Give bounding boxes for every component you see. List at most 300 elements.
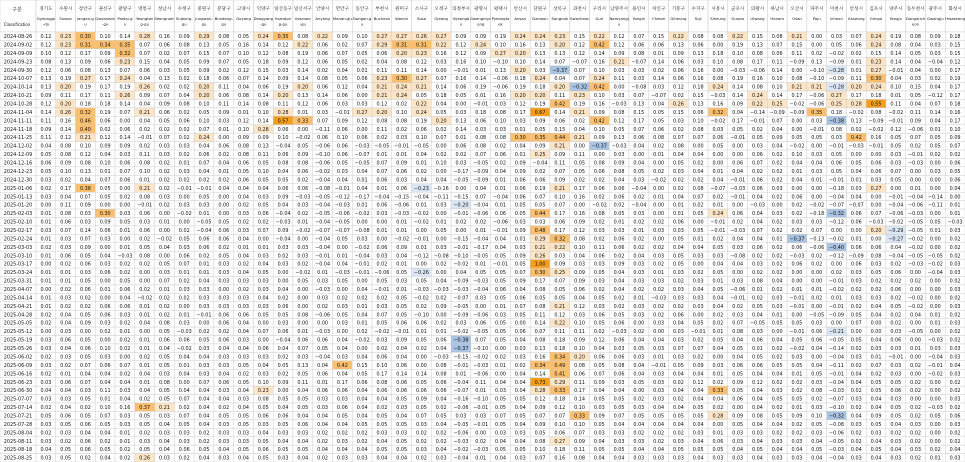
heatmap-value-label: 0.14 xyxy=(257,76,269,83)
heatmap-value-label: 0.03 xyxy=(514,346,526,353)
heatmap-value-label: 0.05 xyxy=(257,312,269,319)
heatmap-value-label: 0.03 xyxy=(218,354,230,361)
heatmap-value-label: 0.03 xyxy=(277,320,289,327)
heatmap-value-label: 0.03 xyxy=(752,261,763,268)
heatmap-value-label: 0.16 xyxy=(593,59,605,66)
heatmap-value-label: 0.00 xyxy=(218,194,230,201)
column-header-en: Anyang xyxy=(315,16,330,21)
heatmap-value-label: −0.01 xyxy=(868,143,884,150)
heatmap-value-label: −0.09 xyxy=(848,253,864,260)
heatmap-value-label: 0.12 xyxy=(554,312,566,319)
heatmap-value-label: 0.05 xyxy=(633,413,645,420)
heatmap-value-label: 0.12 xyxy=(297,59,309,66)
heatmap-value-label: 0.05 xyxy=(40,413,52,420)
heatmap-value-label: 0.04 xyxy=(277,438,289,445)
heatmap-value-label: 0.04 xyxy=(692,421,704,428)
heatmap-value-label: 0.27 xyxy=(870,67,882,74)
heatmap-value-label: 0.02 xyxy=(139,126,151,133)
heatmap-value-label: 0.00 xyxy=(811,34,823,41)
heatmap-value-label: −0.02 xyxy=(295,135,311,142)
heatmap-value-label: −0.04 xyxy=(829,379,845,386)
heatmap-value-label: 0.10 xyxy=(514,59,526,66)
heatmap-value-label: 0.02 xyxy=(376,261,388,268)
heatmap-value-label: 0.04 xyxy=(396,413,408,420)
heatmap-value-label: −0.06 xyxy=(334,211,350,218)
heatmap-value-label: 0.12 xyxy=(949,59,961,66)
heatmap-value-label: 0.03 xyxy=(396,430,408,437)
heatmap-value-label: 0.02 xyxy=(771,160,783,167)
heatmap-value-label: 0.10 xyxy=(554,421,566,428)
heatmap-value-label: 0.02 xyxy=(198,438,210,445)
heatmap-value-label: −0.01 xyxy=(809,126,825,133)
heatmap-value-label: 0.10 xyxy=(890,84,902,91)
heatmap-value-label: −0.03 xyxy=(908,261,924,268)
heatmap-value-label: 0.30 xyxy=(99,211,111,218)
heatmap-value-label: −0.05 xyxy=(413,143,429,150)
heatmap-value-label: 0.03 xyxy=(929,346,941,353)
heatmap-value-label: 0.00 xyxy=(929,287,941,294)
heatmap-value-label: 0.02 xyxy=(712,405,724,412)
heatmap-value-label: 0.13 xyxy=(672,42,684,49)
heatmap-value-label: 0.04 xyxy=(238,320,249,327)
column-header-kr: 상록구 xyxy=(553,7,567,12)
heatmap-value-label: −0.03 xyxy=(730,185,746,192)
column-header-en: Manan-gu xyxy=(332,16,352,21)
heatmap-value-label: 0.06 xyxy=(475,118,487,125)
heatmap-value-label: 0.03 xyxy=(99,354,111,361)
column-header-kr: 처인구 xyxy=(651,7,666,12)
heatmap-value-label: −0.02 xyxy=(315,168,331,175)
heatmap-value-label: 0.04 xyxy=(771,143,783,150)
heatmap-value-label: 0.04 xyxy=(99,379,111,386)
heatmap-value-label: 0.04 xyxy=(435,421,447,428)
heatmap-value-label: 0.02 xyxy=(178,295,190,302)
heatmap-value-label: 0.00 xyxy=(119,236,131,243)
heatmap-value-label: 0.16 xyxy=(119,405,131,412)
heatmap-value-label: 0.03 xyxy=(910,447,922,454)
heatmap-value-label: 0.03 xyxy=(317,295,329,302)
heatmap-value-label: 0.03 xyxy=(396,278,408,285)
heatmap-value-label: 0.01 xyxy=(159,219,170,226)
heatmap-value-label: 0.04 xyxy=(99,152,111,159)
heatmap-value-label: 0.04 xyxy=(60,320,72,327)
heatmap-value-label: 0.02 xyxy=(791,379,803,386)
heatmap-value-label: 0.01 xyxy=(495,177,506,184)
heatmap-value-label: 0.02 xyxy=(949,312,961,319)
heatmap-value-label: 0.17 xyxy=(732,118,744,125)
heatmap-value-label: −0.03 xyxy=(117,253,133,260)
heatmap-value-label: −0.03 xyxy=(453,438,469,445)
heatmap-value-label: −0.01 xyxy=(730,135,746,142)
heatmap-value-label: 0.09 xyxy=(514,253,526,260)
heatmap-value-label: 0.04 xyxy=(139,118,151,125)
heatmap-value-label: 0.32 xyxy=(712,109,724,116)
column-header-kr: 영통구 xyxy=(138,7,152,12)
heatmap-value-label: 0.04 xyxy=(732,337,744,344)
row-date-label: 2025-05-19 xyxy=(3,337,33,344)
heatmap-value-label: −0.16 xyxy=(453,396,469,403)
heatmap-value-label: 0.19 xyxy=(732,76,744,83)
heatmap-value-label: 0.02 xyxy=(495,160,506,167)
heatmap-value-label: 0.02 xyxy=(396,126,408,133)
heatmap-value-label: 0.04 xyxy=(356,413,368,420)
heatmap-value-label: 0.06 xyxy=(752,152,763,159)
column-header-en: Dongan-g xyxy=(352,16,372,21)
heatmap-value-label: 0.07 xyxy=(79,362,91,369)
heatmap-value-label: 0.02 xyxy=(40,185,52,192)
heatmap-value-label: −0.04 xyxy=(888,202,904,209)
heatmap-value-label: 0.04 xyxy=(929,84,941,91)
heatmap-value-label: 0.19 xyxy=(949,76,961,83)
heatmap-value-label: −0.06 xyxy=(809,93,825,100)
heatmap-value-label: −0.27 xyxy=(888,236,904,243)
heatmap-value-label: 0.03 xyxy=(791,438,803,445)
heatmap-value-label: 0.03 xyxy=(633,405,645,412)
heatmap-value-label: 0.05 xyxy=(811,135,823,142)
heatmap-value-label: 0.04 xyxy=(356,447,368,454)
column-header-kr: 경기도 xyxy=(39,7,53,12)
column-header-kr: 단원구 xyxy=(533,7,547,12)
heatmap-value-label: −0.02 xyxy=(413,295,429,302)
heatmap-value-label: 0.21 xyxy=(791,34,803,41)
heatmap-value-label: 0.04 xyxy=(238,329,249,336)
heatmap-value-label: 0.08 xyxy=(218,34,230,41)
heatmap-value-label: 0.11 xyxy=(574,152,586,159)
heatmap-value-label: 0.03 xyxy=(692,430,704,437)
heatmap-value-label: 0.07 xyxy=(514,270,526,277)
heatmap-value-label: 0.02 xyxy=(40,430,52,437)
heatmap-value-label: −0.32 xyxy=(572,84,588,91)
heatmap-value-label: 0.03 xyxy=(396,405,408,412)
heatmap-value-label: 0.03 xyxy=(336,168,348,175)
heatmap-value-label: 0.01 xyxy=(613,219,625,226)
heatmap-value-label: 0.04 xyxy=(791,447,803,454)
heatmap-value-label: 0.03 xyxy=(159,194,170,201)
heatmap-value-label: 0.03 xyxy=(633,354,645,361)
heatmap-value-label: 0.05 xyxy=(178,421,190,428)
heatmap-value-label: 0.03 xyxy=(672,287,684,294)
heatmap-value-label: 0.16 xyxy=(692,67,704,74)
heatmap-value-label: 0.06 xyxy=(257,84,269,91)
heatmap-value-label: 0.19 xyxy=(732,42,744,49)
heatmap-value-label: 0.05 xyxy=(317,346,329,353)
heatmap-value-label: 0.14 xyxy=(534,371,546,378)
heatmap-value-label: 0.08 xyxy=(396,118,408,125)
heatmap-value-label: 0.03 xyxy=(692,59,704,66)
heatmap-value-label: 0.03 xyxy=(257,421,269,428)
heatmap-value-label: 0.17 xyxy=(791,93,803,100)
heatmap-value-label: −0.01 xyxy=(394,143,410,150)
heatmap-value-label: 0.08 xyxy=(257,101,269,108)
heatmap-value-label: 0.03 xyxy=(277,67,289,74)
heatmap-value-label: 0.02 xyxy=(949,244,961,251)
heatmap-value-label: 0.01 xyxy=(396,219,408,226)
heatmap-value-label: 0.01 xyxy=(119,430,131,437)
heatmap-value-label: 0.00 xyxy=(949,194,961,201)
heatmap-value-label: 0.05 xyxy=(159,329,170,336)
heatmap-value-label: 0.05 xyxy=(79,253,91,260)
heatmap-value-label: 0.03 xyxy=(435,244,447,251)
heatmap-value-label: 0.05 xyxy=(99,447,111,454)
heatmap-value-label: 0.03 xyxy=(475,413,487,420)
heatmap-value-label: 0.03 xyxy=(653,388,665,395)
heatmap-value-label: 0.06 xyxy=(218,337,230,344)
heatmap-value-label: 0.01 xyxy=(356,67,368,74)
column-header-en: Gwangmye xyxy=(469,16,492,21)
heatmap-value-label: 0.30 xyxy=(79,34,91,41)
heatmap-value-label: 0.01 xyxy=(850,59,862,66)
heatmap-value-label: 0.02 xyxy=(771,405,783,412)
heatmap-value-label: 0.12 xyxy=(376,101,388,108)
heatmap-value-label: 0.02 xyxy=(218,152,230,159)
heatmap-value-label: 0.04 xyxy=(910,59,922,66)
heatmap-value-label: 0.01 xyxy=(712,371,724,378)
heatmap-value-label: 0.05 xyxy=(574,168,586,175)
heatmap-value-label: 0.03 xyxy=(178,320,190,327)
heatmap-value-label: 0.02 xyxy=(771,253,783,260)
heatmap-value-label: 0.02 xyxy=(752,168,763,175)
heatmap-value-label: 0.05 xyxy=(732,371,744,378)
heatmap-value-label: 0.00 xyxy=(910,354,922,361)
heatmap-value-label: 0.04 xyxy=(435,101,447,108)
heatmap-value-label: −0.02 xyxy=(354,337,370,344)
column-header-kr: 평택시 xyxy=(493,7,508,12)
heatmap-value-label: 0.21 xyxy=(554,143,566,150)
heatmap-value-label: 0.04 xyxy=(771,337,783,344)
heatmap-value-label: 0.06 xyxy=(396,320,408,327)
heatmap-value-label: 0.04 xyxy=(159,244,170,251)
heatmap-value-label: 0.00 xyxy=(633,152,645,159)
heatmap-value-label: 0.05 xyxy=(376,278,388,285)
heatmap-value-label: 0.03 xyxy=(811,379,823,386)
heatmap-value-label: 0.00 xyxy=(415,261,427,268)
heatmap-value-label: 0.00 xyxy=(435,211,447,218)
heatmap-value-label: −0.01 xyxy=(888,67,904,74)
heatmap-value-label: 0.04 xyxy=(40,388,52,395)
heatmap-value-label: 0.02 xyxy=(653,303,665,310)
heatmap-value-label: 0.11 xyxy=(574,379,586,386)
heatmap-value-label: 0.03 xyxy=(672,354,684,361)
column-header-kr: 고양시 xyxy=(236,7,251,12)
heatmap-value-label: 0.06 xyxy=(949,177,961,184)
heatmap-value-label: 0.00 xyxy=(455,227,467,234)
heatmap-value-label: 0.02 xyxy=(850,126,862,133)
heatmap-value-label: 0.06 xyxy=(79,447,91,454)
heatmap-value-label: 0.03 xyxy=(60,329,72,336)
heatmap-value-label: 0.18 xyxy=(949,34,961,41)
heatmap-value-label: 0.01 xyxy=(396,287,408,294)
heatmap-value-label: 0.03 xyxy=(811,320,823,327)
heatmap-value-label: 0.05 xyxy=(534,430,546,437)
heatmap-value-label: 0.13 xyxy=(554,50,566,57)
heatmap-value-label: 0.06 xyxy=(257,413,269,420)
heatmap-value-label: 0.01 xyxy=(317,270,329,277)
heatmap-value-label: 0.05 xyxy=(79,413,91,420)
heatmap-value-label: 0.02 xyxy=(79,303,91,310)
heatmap-value-label: 0.14 xyxy=(771,93,783,100)
heatmap-value-label: 0.03 xyxy=(613,152,625,159)
heatmap-value-label: 0.05 xyxy=(495,405,506,412)
heatmap-value-label: 0.04 xyxy=(99,371,111,378)
heatmap-value-label: 0.03 xyxy=(277,244,289,251)
heatmap-value-label: 0.30 xyxy=(396,76,408,83)
heatmap-value-label: 0.02 xyxy=(672,93,684,100)
heatmap-value-label: 0.06 xyxy=(297,337,309,344)
heatmap-value-label: 0.12 xyxy=(40,42,52,49)
heatmap-value-label: 0.04 xyxy=(514,371,526,378)
heatmap-value-label: 0.06 xyxy=(119,126,131,133)
heatmap-value-label: 0.06 xyxy=(850,219,862,226)
heatmap-value-label: 0.04 xyxy=(376,438,388,445)
heatmap-value-label: 0.00 xyxy=(910,168,922,175)
heatmap-value-label: 0.04 xyxy=(890,244,902,251)
heatmap-value-label: −0.05 xyxy=(453,303,469,310)
heatmap-value-label: −0.02 xyxy=(413,219,429,226)
heatmap-value-label: 0.09 xyxy=(79,320,91,327)
heatmap-value-label: 0.03 xyxy=(771,438,783,445)
heatmap-value-label: 0.02 xyxy=(850,405,862,412)
heatmap-value-label: 0.03 xyxy=(297,430,309,437)
heatmap-value-label: −0.01 xyxy=(710,219,726,226)
row-date-label: 2025-03-24 xyxy=(3,270,33,277)
heatmap-value-label: 0.03 xyxy=(257,303,269,310)
heatmap-value-label: −0.01 xyxy=(196,185,212,192)
heatmap-value-label: 0.03 xyxy=(514,219,526,226)
heatmap-value-label: 0.10 xyxy=(712,59,724,66)
heatmap-value-label: 0.06 xyxy=(277,329,289,336)
heatmap-value-label: 0.04 xyxy=(593,346,605,353)
heatmap-value-label: 0.06 xyxy=(119,177,131,184)
heatmap-value-label: −0.04 xyxy=(473,287,489,294)
heatmap-value-label: 0.00 xyxy=(159,253,170,260)
heatmap-value-label: 0.04 xyxy=(633,253,645,260)
heatmap-value-label: 0.04 xyxy=(435,177,447,184)
heatmap-value-label: 0.04 xyxy=(257,261,269,268)
heatmap-value-label: 0.14 xyxy=(475,76,487,83)
heatmap-value-label: 0.04 xyxy=(633,421,645,428)
row-date-label: 2025-07-28 xyxy=(3,421,33,428)
heatmap-value-label: 0.06 xyxy=(514,185,526,192)
heatmap-value-label: 0.02 xyxy=(317,67,329,74)
heatmap-value-label: 0.27 xyxy=(415,76,427,83)
heatmap-value-label: −0.02 xyxy=(651,177,667,184)
heatmap-value-label: 0.02 xyxy=(929,447,941,454)
heatmap-value-label: 0.00 xyxy=(712,152,724,159)
heatmap-value-label: 0.01 xyxy=(119,227,131,234)
heatmap-value-label: 0.09 xyxy=(771,135,783,142)
heatmap-value-label: 0.03 xyxy=(198,371,210,378)
heatmap-value-label: 0.02 xyxy=(119,447,131,454)
heatmap-value-label: 0.04 xyxy=(692,371,704,378)
heatmap-value-label: 0.00 xyxy=(119,118,131,125)
heatmap-value-label: 0.02 xyxy=(890,320,902,327)
heatmap-value-label: −0.10 xyxy=(453,253,469,260)
heatmap-value-label: 0.29 xyxy=(376,42,388,49)
heatmap-value-label: 0.28 xyxy=(277,109,289,116)
heatmap-value-label: 0.09 xyxy=(613,160,625,167)
heatmap-value-label: 0.02 xyxy=(712,379,724,386)
heatmap-value-label: 0.19 xyxy=(99,109,111,116)
heatmap-value-label: 0.15 xyxy=(692,93,704,100)
heatmap-value-label: 0.09 xyxy=(455,34,467,41)
heatmap-value-label: 0.00 xyxy=(811,143,823,150)
heatmap-value-label: 0.04 xyxy=(811,346,823,353)
heatmap-value-label: 0.03 xyxy=(277,430,289,437)
row-date-label: 2024-10-14 xyxy=(3,84,33,91)
heatmap-value-label: 0.04 xyxy=(356,396,368,403)
heatmap-value-label: −0.09 xyxy=(453,278,469,285)
heatmap-value-label: 0.02 xyxy=(159,177,170,184)
heatmap-value-label: 0.05 xyxy=(929,135,941,142)
heatmap-value-label: 0.05 xyxy=(613,447,625,454)
heatmap-value-label: 0.06 xyxy=(317,84,329,91)
heatmap-value-label: 0.02 xyxy=(178,76,190,83)
heatmap-value-label: 0.19 xyxy=(475,84,487,91)
heatmap-value-label: 0.02 xyxy=(159,202,170,209)
heatmap-value-label: −0.03 xyxy=(947,219,963,226)
heatmap-value-label: 0.12 xyxy=(356,118,368,125)
heatmap-value-label: −0.02 xyxy=(473,354,489,361)
heatmap-value-label: 0.18 xyxy=(949,101,961,108)
heatmap-value-label: 0.01 xyxy=(396,152,408,159)
heatmap-value-label: 0.05 xyxy=(60,455,72,462)
heatmap-value-label: 0.20 xyxy=(198,84,210,91)
heatmap-value-label: 0.03 xyxy=(929,42,941,49)
heatmap-value-label: 0.17 xyxy=(574,388,586,395)
heatmap-value-label: 0.26 xyxy=(119,93,131,100)
heatmap-value-label: 0.08 xyxy=(613,168,625,175)
heatmap-value-label: 0.21 xyxy=(574,109,586,116)
heatmap-value-label: 0.09 xyxy=(514,227,526,234)
heatmap-value-label: 0.10 xyxy=(257,168,269,175)
heatmap-value-label: 0.07 xyxy=(732,320,744,327)
heatmap-value-label: 0.02 xyxy=(139,236,151,243)
heatmap-value-label: −0.02 xyxy=(888,219,904,226)
heatmap-value-label: −0.03 xyxy=(789,253,805,260)
heatmap-value-label: 0.03 xyxy=(257,287,269,294)
heatmap-value-label: 0.32 xyxy=(119,50,131,57)
heatmap-value-label: 0.05 xyxy=(870,270,882,277)
heatmap-value-label: 0.05 xyxy=(771,413,783,420)
heatmap-value-label: 0.28 xyxy=(257,126,269,133)
heatmap-value-label: 0.10 xyxy=(574,346,586,353)
heatmap-value-label: 0.13 xyxy=(455,118,467,125)
heatmap-value-label: −0.17 xyxy=(354,194,370,201)
heatmap-value-label: 0.03 xyxy=(159,270,170,277)
heatmap-value-label: 0.03 xyxy=(376,211,388,218)
heatmap-value-label: 0.09 xyxy=(40,126,52,133)
heatmap-value-label: 0.04 xyxy=(396,354,408,361)
heatmap-value-label: 0.04 xyxy=(771,447,783,454)
heatmap-value-label: 0.02 xyxy=(910,278,922,285)
heatmap-value-label: 0.14 xyxy=(40,109,52,116)
heatmap-value-label: −0.11 xyxy=(433,194,449,201)
heatmap-value-label: 0.00 xyxy=(40,202,52,209)
heatmap-value-label: 0.00 xyxy=(435,168,447,175)
heatmap-value-label: 0.03 xyxy=(672,295,684,302)
heatmap-value-label: 0.06 xyxy=(672,219,684,226)
heatmap-value-label: 0.03 xyxy=(376,253,388,260)
heatmap-value-label: 0.05 xyxy=(514,396,526,403)
heatmap-value-label: 0.04 xyxy=(752,219,763,226)
heatmap-value-label: 0.04 xyxy=(356,354,368,361)
heatmap-value-label: −0.06 xyxy=(908,202,924,209)
heatmap-value-label: 0.06 xyxy=(593,354,605,361)
heatmap-value-label: 0.04 xyxy=(752,312,763,319)
heatmap-value-label: 0.09 xyxy=(929,34,941,41)
heatmap-value-label: 0.04 xyxy=(297,438,309,445)
heatmap-value-label: 0.07 xyxy=(929,101,941,108)
